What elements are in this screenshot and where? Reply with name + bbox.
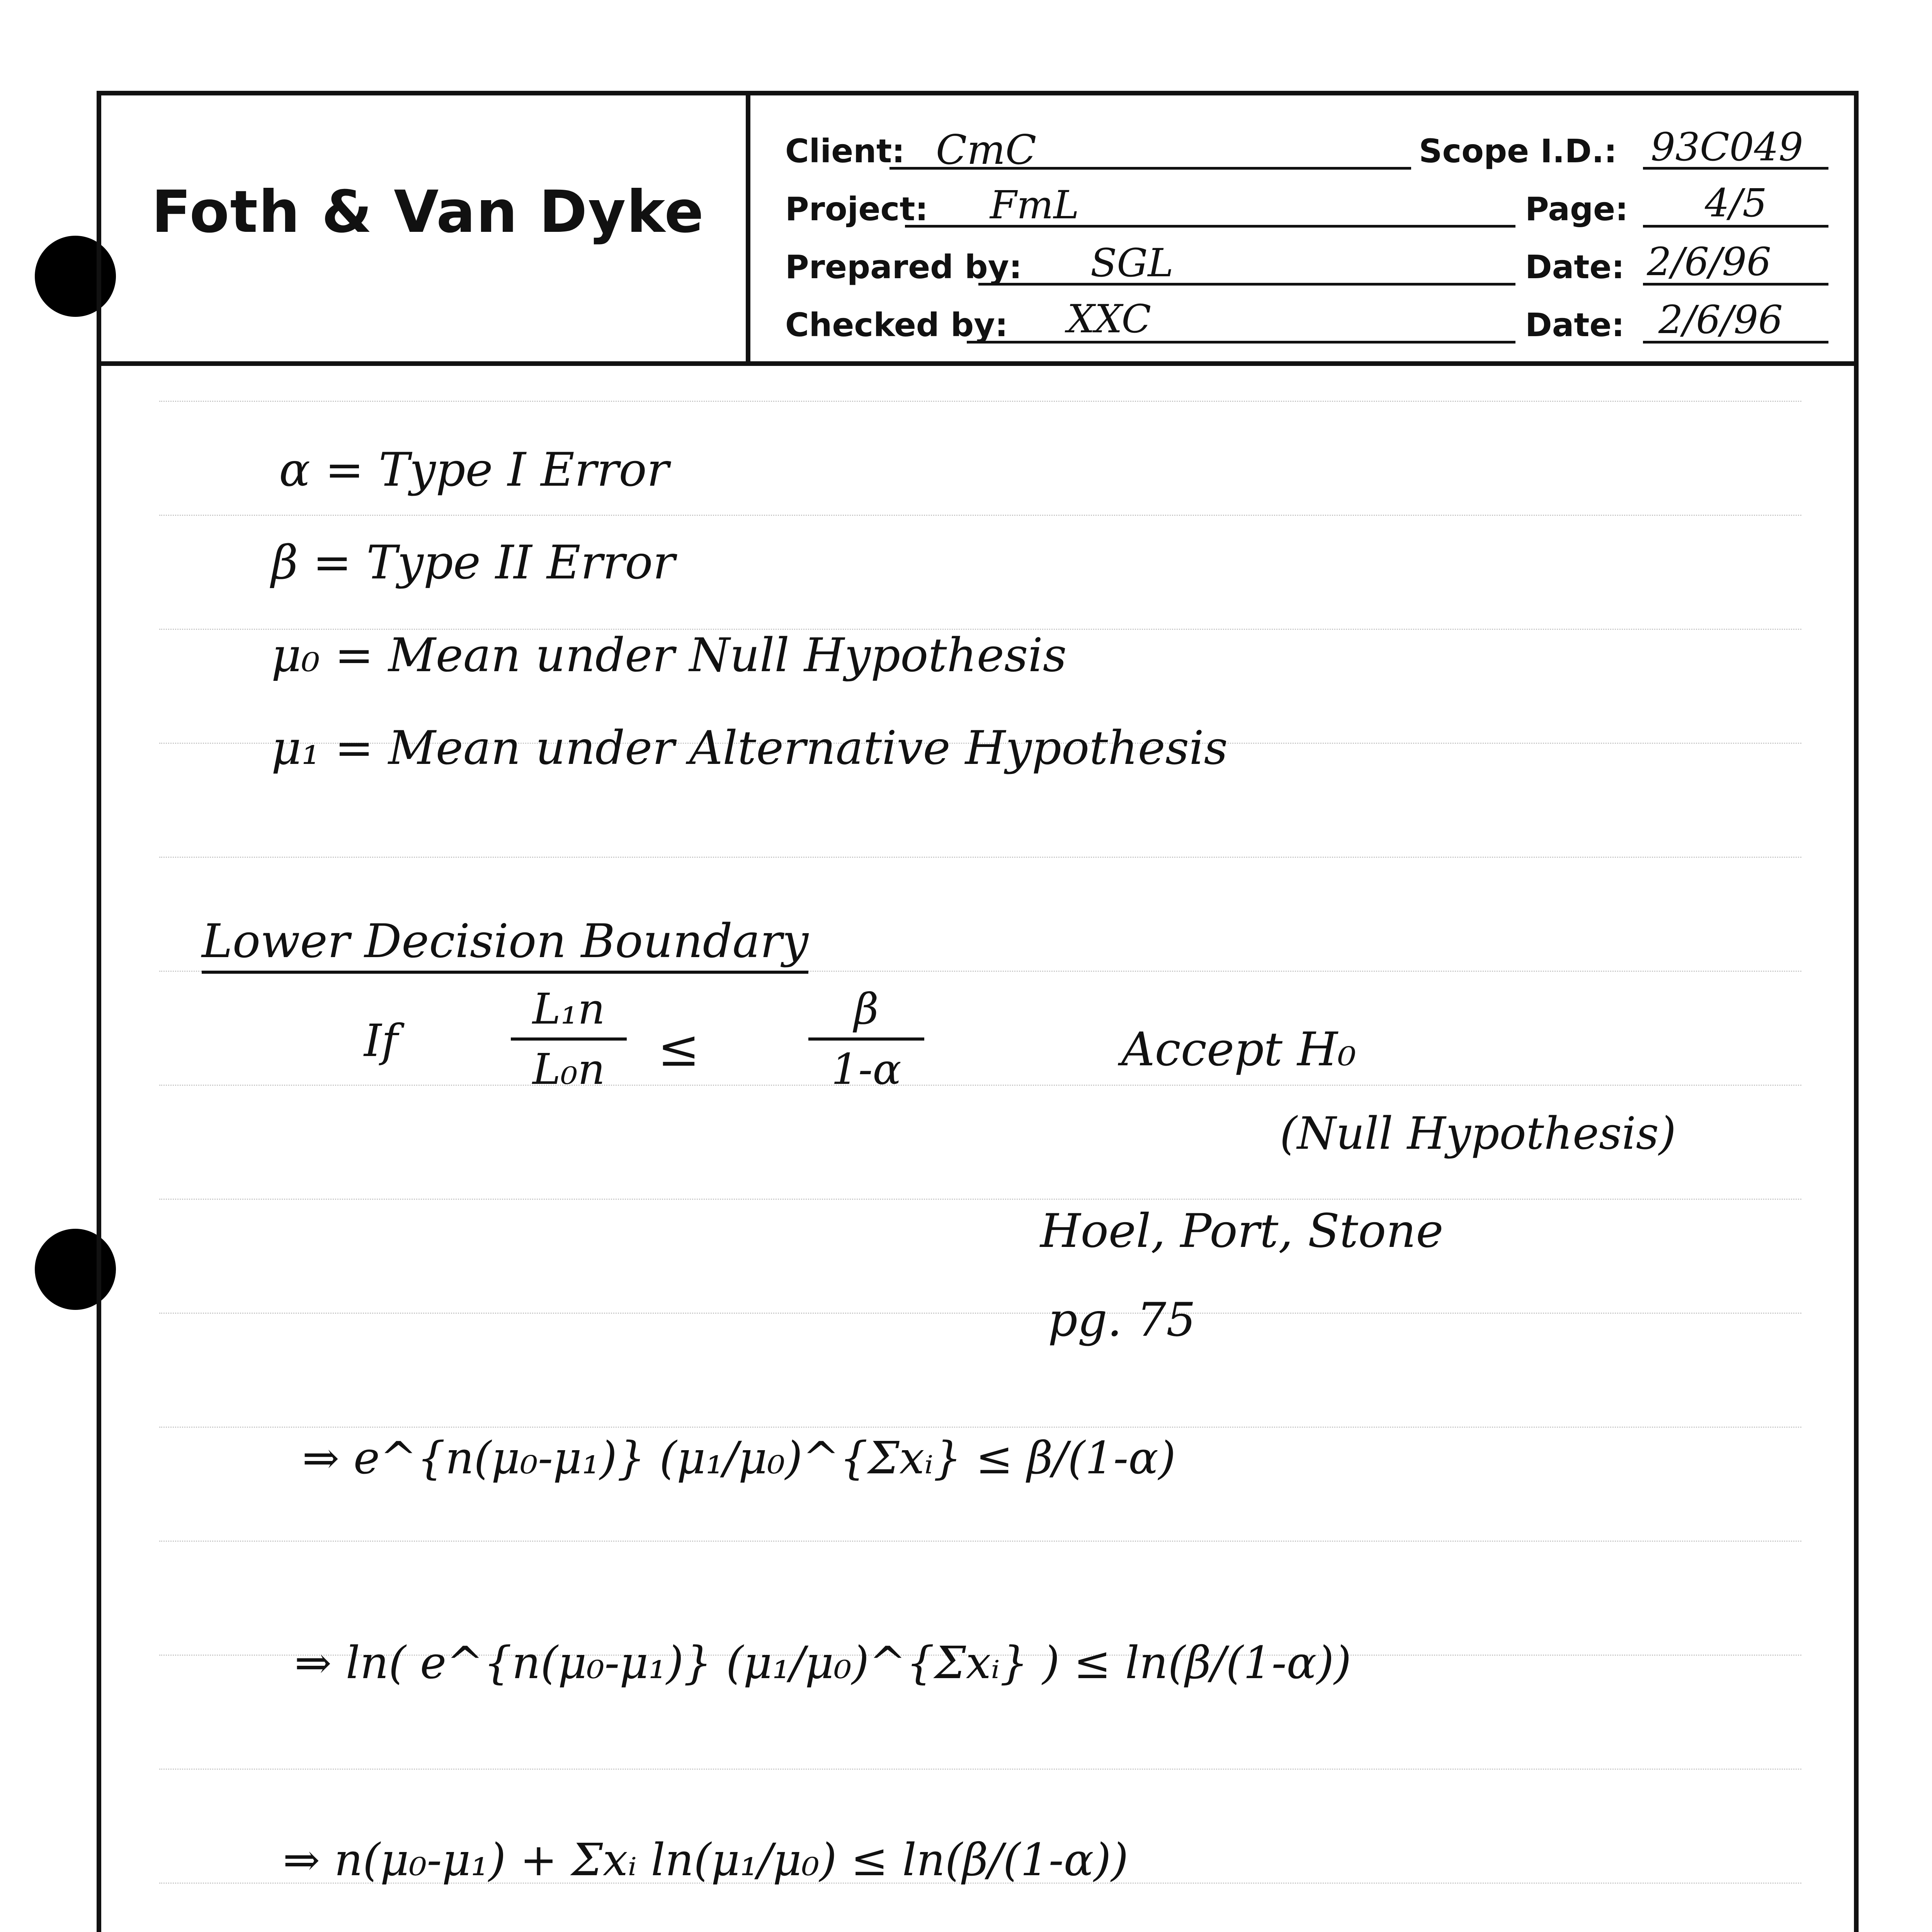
- null-hypothesis-note: (Null Hypothesis): [1280, 1108, 1676, 1160]
- scope-value: 93C049: [1651, 124, 1803, 170]
- if-word: If: [364, 1015, 398, 1067]
- ruled-line: [159, 515, 1801, 516]
- project-label: Project:: [785, 190, 929, 228]
- fraction-bar: [511, 1037, 627, 1041]
- likelihood-ratio: [511, 984, 627, 1094]
- likelihood-ratio-numerator: L₁n: [532, 984, 605, 1034]
- derivation-step-3: ⇒ n(μ₀-μ₁) + Σxᵢ ln(μ₁/μ₀) ≤ ln(β/(1-α)): [283, 1834, 1129, 1886]
- worksheet: [97, 91, 1859, 1932]
- firm-box: [101, 95, 750, 361]
- prepared-line: [978, 283, 1515, 286]
- ruled-line: [159, 1769, 1801, 1770]
- alpha-beta-ratio-denominator: 1-α: [831, 1044, 901, 1094]
- likelihood-ratio-denominator: L₀n: [532, 1044, 605, 1094]
- definition-mu0: μ₀ = Mean under Null Hypothesis: [271, 629, 1067, 682]
- ruled-line: [159, 1427, 1801, 1428]
- date1-label: Date:: [1525, 248, 1625, 286]
- ruled-line: [159, 1541, 1801, 1542]
- page-label: Page:: [1525, 190, 1628, 228]
- ruled-line: [159, 1199, 1801, 1200]
- ruled-line: [159, 1085, 1801, 1086]
- derivation-step-2: ⇒ ln( e^{n(μ₀-μ₁)} (μ₁/μ₀)^{Σxᵢ} ) ≤ ln(β/(1-α)): [294, 1637, 1352, 1689]
- info-box: [750, 95, 1859, 361]
- definition-beta: β = Type II Error: [271, 536, 675, 590]
- leq-symbol: ≤: [658, 1019, 700, 1078]
- definition-mu1: μ₁ = Mean under Alternative Hypothesis: [271, 721, 1228, 775]
- checked-value: XXC: [1067, 296, 1151, 342]
- reference-authors: Hoel, Port, Stone: [1040, 1204, 1444, 1258]
- header-block: [101, 95, 1854, 366]
- firm-name: Foth & Van Dyke: [151, 179, 705, 246]
- client-label: Client:: [785, 132, 905, 170]
- page-value: 4/5: [1705, 180, 1767, 226]
- date2-label: Date:: [1525, 306, 1625, 344]
- scope-label: Scope I.D.:: [1419, 132, 1617, 170]
- date1-value: 2/6/96: [1647, 239, 1771, 284]
- ruled-line: [159, 857, 1801, 858]
- accept-h0: Accept H₀: [1121, 1023, 1357, 1077]
- ruled-line: [159, 401, 1801, 402]
- alpha-beta-ratio-numerator: β: [854, 984, 879, 1034]
- checked-line: [967, 341, 1515, 344]
- project-value: FmL: [990, 182, 1079, 228]
- checked-label: Checked by:: [785, 306, 1008, 344]
- client-value: CmC: [936, 126, 1037, 173]
- derivation-step-1: ⇒ e^{n(μ₀-μ₁)} (μ₁/μ₀)^{Σxᵢ} ≤ β/(1-α): [302, 1432, 1176, 1484]
- prepared-label: Prepared by:: [785, 248, 1022, 286]
- alpha-beta-ratio: [808, 984, 924, 1094]
- definition-alpha: α = Type I Error: [279, 443, 669, 497]
- prepared-value: SGL: [1090, 240, 1173, 286]
- section-heading: Lower Decision Boundary: [202, 915, 808, 974]
- reference-page: pg. 75: [1048, 1293, 1196, 1347]
- fraction-bar: [808, 1037, 924, 1041]
- ruled-line: [159, 1313, 1801, 1314]
- date2-value: 2/6/96: [1658, 297, 1783, 342]
